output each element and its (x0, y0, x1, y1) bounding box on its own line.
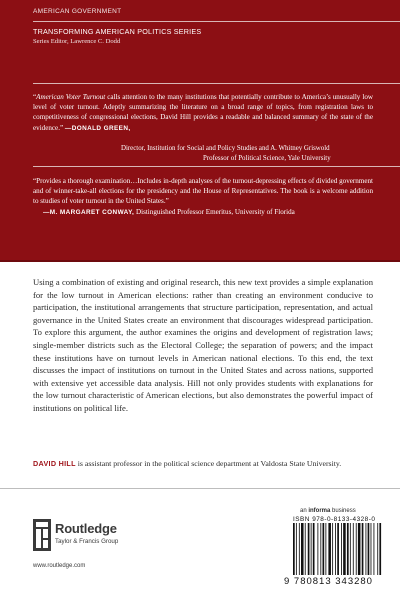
series-editor: Series Editor, Lawrence C. Dodd (33, 38, 121, 45)
reviewer-affiliation-line1: Director, Institution for Social and Policy Studies and A. Whitney Griswold (121, 145, 330, 152)
series-title: TRANSFORMING AMERICAN POLITICS SERIES (33, 27, 202, 36)
divider (33, 83, 400, 84)
author-bio (33, 458, 373, 469)
divider (33, 166, 400, 167)
category-label: AMERICAN GOVERNMENT (33, 8, 122, 15)
author-bio-text: is assistant professor in the political science department at Valdosta State University. (75, 459, 342, 468)
reviewer-affiliation: Distinguished Professor Emeritus, University of Florida (134, 207, 295, 216)
isbn-label: ISBN 978-0-8133-4328-0 (293, 516, 376, 523)
book-description: Using a combination of existing and original research, this new text provides a simple explanation for the low turnout in American elections: rather than creating an environment conducive to participation, the institutional arrangements that structure participation, representation, and actual governance in the United States create an environment that discourages widespread participation. To explore this argument, the author examines the origins and development of registration laws; single-member districts such as the Electoral College; the separation of powers; and the impact these institutions have on turnout levels in American national elections. To this end, the text discusses the impact of institutions on turnout in the United States and across nations, supported with extensive yet accessible data analysis. Hill not only provides students with explanations for the low turnout characteristic of American elections, but also demonstrates the powerful impact of institutions on political life. (33, 277, 373, 413)
barcode-icon (292, 523, 382, 575)
author-name: DAVID HILL (33, 459, 76, 468)
divider (0, 488, 400, 489)
reviewer-name: —DONALD GREEN, (64, 124, 131, 132)
informa-tagline: an informa business (300, 508, 356, 514)
barcode-digits: 9 780813 343280 (284, 576, 373, 587)
reviewer-name: —M. MARGARET CONWAY, (43, 208, 135, 216)
review-quote-1: “American Voter Turnout calls attention to the many institutions that potentially contribute to America’s unusually low level of voter turnout. Adeptly summarizing the literature on a broad range of topics, from registration laws to competitiveness of congressional elections, David Hill provides a readable and balanced summary of the state of the evidence.” —DONALD GREEN, (33, 93, 373, 132)
routledge-mark-icon (33, 519, 51, 551)
publisher-website: www.routledge.com (33, 563, 86, 569)
publisher-name: Routledge (55, 521, 117, 536)
publisher-logo (33, 519, 213, 559)
review-quote-2: “Provides a thorough examination…Includes in-depth analyses of the turnout-depressing effects of divided government and of winner-take-all elections for the presidency and the House of Representatives. The book is a welcome addition to studies of voter turnout in the United States.” —M. MARGARET CONWAY, Distinguished Professor Emeritus, University of Florida (33, 177, 373, 216)
cover-top-band (0, 0, 400, 262)
divider (33, 21, 400, 22)
book-title-italic: American Voter Turnout (36, 93, 106, 101)
reviewer-affiliation-line2: Professor of Political Science, Yale University (203, 155, 331, 162)
publisher-group: Taylor & Francis Group (55, 538, 119, 545)
